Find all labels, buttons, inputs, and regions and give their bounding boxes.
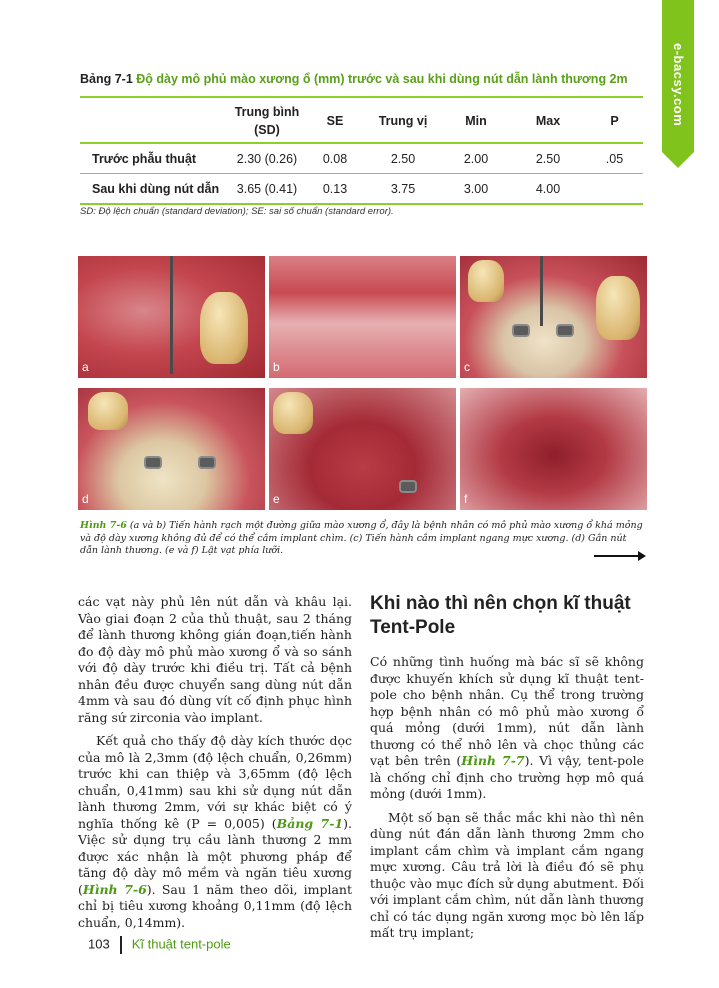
figure-reference: Hình 7-7 xyxy=(461,753,525,768)
table-header-min: Min xyxy=(465,114,487,128)
table-note: SD: Độ lệch chuẩn (standard deviation); SE: sai số chuẩn (standard error). xyxy=(80,206,394,217)
tooth-shape xyxy=(468,260,504,302)
table-header-mean: Trung bình (SD) xyxy=(234,105,300,137)
figure-reference: Hình 7-6 xyxy=(82,881,147,897)
site-bookmark xyxy=(662,0,694,152)
table-cell: 4.00 xyxy=(510,174,586,205)
table-number: Bảng 7-1 xyxy=(80,72,133,86)
table-cell: 3.75 xyxy=(364,174,442,205)
table-header-row xyxy=(80,100,643,143)
continue-arrow-icon xyxy=(594,555,640,557)
table-header-se: SE xyxy=(326,114,344,128)
table-cell: Sau khi dùng nút dẫn xyxy=(80,174,228,205)
page-number: 103 xyxy=(88,936,110,952)
panel-label: f xyxy=(464,492,468,506)
left-column xyxy=(78,594,352,931)
photo-panel-f xyxy=(460,388,647,510)
table-row xyxy=(80,143,643,174)
footer-divider xyxy=(120,936,122,954)
table-cell: 3.65 (0.41) xyxy=(228,174,306,205)
table-cell: 0.13 xyxy=(306,174,364,205)
tooth-shape xyxy=(596,276,640,340)
probe-instrument xyxy=(170,256,173,374)
photo-panel-d xyxy=(78,388,265,510)
table-caption: Độ dày mô phủ mào xương ổ (mm) trước và sau khi dùng nút dẫn lành thương 2m xyxy=(136,72,628,86)
text-span: ). Sau 1 năm theo dõi, implant chỉ bị tiêu xương khoảng 0,11mm (độ lệch chuẩn, 0,14mm). xyxy=(78,881,353,930)
site-name: e-bacsy.com xyxy=(671,43,686,127)
figure-caption xyxy=(80,520,645,558)
table-header-max: Max xyxy=(535,114,561,128)
implant-shape xyxy=(514,326,528,335)
photo-panel-b xyxy=(269,256,456,378)
table-title xyxy=(80,72,628,86)
figure-ref: Hình 7-6 xyxy=(80,520,127,531)
text-span: Kết quả cho thấy độ dày kích thước dọc của mô là 2,3mm (độ lệch chuẩn, 0,26mm) trước khi can thiệp và 3,65mm (độ lệch chuẩn, 0,41mm) sau khi sử dụng nút dẫn lành thương 2mm, với sự khác biệt có ý nghĩa thống kê (P = 0,005) ( xyxy=(78,733,352,831)
section-heading: Khi nào thì nên chọn kĩ thuật Tent-Pole xyxy=(370,593,631,638)
implant-shape xyxy=(558,326,572,335)
table-cell: 3.00 xyxy=(442,174,510,205)
table-header-median: Trung vị xyxy=(378,114,428,128)
table-header-blank xyxy=(80,100,228,143)
table-cell: 2.50 xyxy=(510,143,586,174)
page-footer xyxy=(88,936,231,954)
section-name: Kĩ thuật tent-pole xyxy=(131,936,231,952)
text-span: Có những tình huống mà bác sĩ sẽ không được khuyến khích sử dụng kĩ thuật tent-pole cho bệnh nhân. Cụ thể trong trường hợp bệnh nhân có mô phủ mào xương ổ quá mỏng (dưới 1mm), nút dẫn lành thương có thể nhô lên và chọc thủng các vạt bên trên ( xyxy=(370,654,644,768)
table-cell xyxy=(586,174,643,205)
paragraph xyxy=(78,733,352,931)
paragraph xyxy=(370,654,644,803)
photo-panel-a xyxy=(78,256,265,378)
right-column xyxy=(370,654,644,942)
table-cell: 2.30 (0.26) xyxy=(228,143,306,174)
text-span: ). Vì vậy, tent-pole là chống chỉ định cho trường hợp mô quá mỏng (dưới 1mm). xyxy=(370,753,645,801)
photo-panel-c xyxy=(460,256,647,378)
figure-caption-text: (a và b) Tiến hành rạch một đường giữa mào xương ổ, đây là bệnh nhân có mô phủ mào xương ổ khá mỏng và độ dày xương không đủ để có thể cắm implant chìm. (c) Tiến hành cắm implant ngang mực xương. (d) Gắn nút dẫn lành thương. (e và f) Lật vạt phía lưỡi. xyxy=(80,520,643,556)
panel-label: c xyxy=(464,360,470,374)
panel-label: e xyxy=(273,492,280,506)
table-row xyxy=(80,174,643,205)
table-cell: .05 xyxy=(586,143,643,174)
text-span: ). Việc sử dụng trụ cầu lành thương 2 mm được xác nhận là một phương pháp để tăng độ dày mô mềm và ngăn tiêu xương ( xyxy=(78,815,352,897)
implant-shape xyxy=(146,458,160,467)
table-reference: Bảng 7-1 xyxy=(276,815,344,831)
photo-panel-e xyxy=(269,388,456,510)
panel-label: d xyxy=(82,492,89,506)
paragraph: các vạt này phủ lên nút dẫn và khâu lại. Vào giai đoạn 2 của thủ thuật, sau 2 tháng để lành thương không gián đoạn,tiến hành đo độ dày mô phủ mào xương ổ và so sánh với độ dày trước khi điều trị. Tất cả bệnh nhân đều được chuyển sang dùng nút dẫn 4mm và sau đó dùng vít cố định phục hình răng sứ zirconia vào implant. xyxy=(78,594,352,725)
table-header-p: P xyxy=(610,114,619,128)
table-top-rule xyxy=(80,96,643,98)
tooth-shape xyxy=(200,292,248,364)
thickness-table xyxy=(80,100,643,205)
table-cell: 2.00 xyxy=(442,143,510,174)
implant-shape xyxy=(401,482,415,491)
table-cell: 0.08 xyxy=(306,143,364,174)
paragraph: Một số bạn sẽ thắc mắc khi nào thì nên dùng nút đán dẫn lành thương 2mm cho implant cắm chìm và implant cắm ngang mực xương. Câu trả lời là điều đó sẽ phụ thuộc vào mục đích sử dụng abutment. Đối với implant cắm chìm, nút dẫn lành thương chỉ có tác dụng ngăn xương mọc bò lên lấp mất trụ implant; xyxy=(370,809,644,940)
implant-shape xyxy=(200,458,214,467)
tooth-shape xyxy=(88,392,128,430)
panel-label: a xyxy=(82,360,89,374)
panel-label: b xyxy=(273,360,280,374)
probe-instrument xyxy=(540,256,543,326)
table-cell: Trước phẫu thuật xyxy=(80,143,228,174)
table-cell: 2.50 xyxy=(364,143,442,174)
tooth-shape xyxy=(273,392,313,434)
